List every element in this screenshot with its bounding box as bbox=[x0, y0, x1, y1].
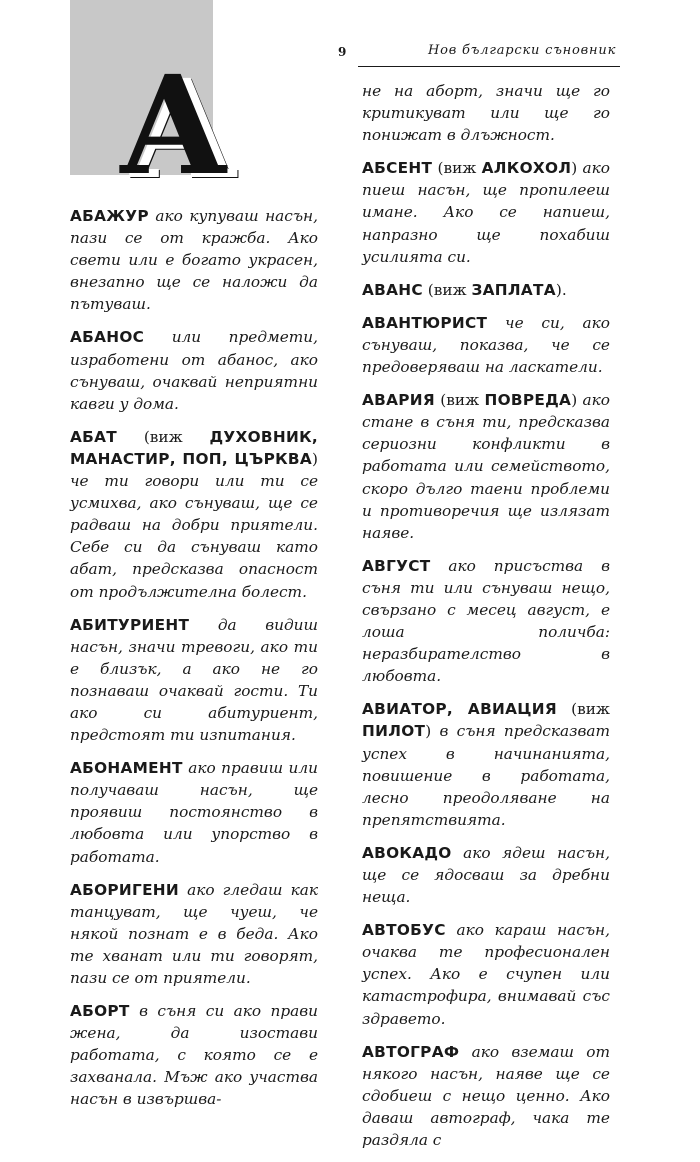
dictionary-entry bbox=[70, 879, 318, 989]
dictionary-entry bbox=[362, 157, 610, 267]
section-letter: А bbox=[118, 46, 229, 206]
dictionary-entry bbox=[70, 426, 318, 603]
entry-headword: АБСЕНТ bbox=[362, 159, 433, 178]
dictionary-entry bbox=[70, 205, 318, 315]
entry-ref-open: (виж bbox=[437, 159, 482, 178]
entry-ref-open: (виж bbox=[427, 280, 472, 299]
entry-ref-keyword: ПОВРЕДА bbox=[484, 391, 572, 410]
dictionary-entry bbox=[362, 312, 610, 378]
entry-text: ако правиш или получаваш насън, ще проявиш постоянство в любовта или упорство в работата. bbox=[70, 759, 318, 866]
entry-text: да видиш насън, значи тревоги, ако ти е близък, а ако не го познаваш очаквай гости. Ти ако си абитуриент, предстоят ти изпитания. bbox=[70, 615, 318, 745]
entry-ref-close: ). bbox=[555, 280, 567, 299]
dictionary-entry bbox=[362, 555, 610, 688]
entry-headword: АБАТ bbox=[70, 427, 117, 446]
entry-headword: АВИАТОР, АВИАЦИЯ bbox=[362, 700, 557, 719]
entry-ref-keyword: АЛКОХОЛ bbox=[481, 159, 572, 178]
entry-text: ако вземаш от някого насън, наяве ще се сдобиеш с нещо ценно. Ако даваш автограф, чака те раздяла с bbox=[362, 1042, 610, 1150]
header-rule bbox=[358, 66, 620, 67]
dictionary-entry bbox=[362, 919, 610, 1029]
entry-headword: АБОРИГЕНИ bbox=[70, 880, 180, 899]
entry-ref-open: (виж bbox=[143, 427, 210, 446]
entry-ref-keyword: ПИЛОТ bbox=[362, 722, 426, 741]
entry-headword: АВТОБУС bbox=[362, 921, 446, 940]
entry-text: ако караш насън, очаква те професионален успех. Ако е счупен или катастрофира, внимавай със здравето. bbox=[362, 921, 610, 1028]
dictionary-entry bbox=[362, 389, 610, 544]
dictionary-entry bbox=[362, 698, 610, 831]
dictionary-entry bbox=[70, 614, 318, 747]
entry-text: че ти говори или ти се усмихва, ако сънуваш, ще се радваш на добри приятели. Себе си да сънуваш като абат, предсказва опасност от продължителна болест. bbox=[70, 472, 318, 601]
page-number: 9 bbox=[338, 45, 347, 59]
entry-ref-keyword: ЗАПЛАТА bbox=[471, 280, 556, 299]
entry-text: ако присъства в съня ти или сънуваш нещо, свързано с месец август, е лоша поличба: неразбирателство в любовта. bbox=[362, 556, 610, 686]
entry-text: че си, ако сънуваш, показва, че се предоверяваш на ласкатели. bbox=[362, 313, 610, 377]
entry-text: ако стане в съня ти, предсказва сериозни конфликти в работата или семейството, скоро дълго таени проблеми и противоречия ще излязат наяве. bbox=[362, 391, 610, 542]
entry-ref-close: ) bbox=[571, 391, 578, 410]
entry-headword: АБОРТ bbox=[70, 1002, 130, 1021]
entry-headword: АВГУСТ bbox=[362, 556, 431, 575]
entry-headword: АВОКАДО bbox=[362, 843, 452, 862]
dictionary-entry bbox=[70, 326, 318, 414]
entry-text: в съня си ако прави жена, да изостави работата, с която се е захванала. Мъж ако участва насън в извършва- bbox=[70, 1002, 318, 1109]
dictionary-entry bbox=[362, 842, 610, 908]
dictionary-entry bbox=[362, 1041, 610, 1151]
entry-ref-open: (виж bbox=[440, 391, 485, 410]
entry-headword: АБИТУРИЕНТ bbox=[70, 615, 190, 634]
entry-text: ако купуваш насън, пази се от кражба. Ако свети или е богато украсен, внезапно ще се наложи да пътуваш. bbox=[70, 207, 318, 314]
entry-text: ако ядеш насън, ще се ядосваш за дребни неща. bbox=[362, 843, 610, 907]
entry-headword: АВАНТЮРИСТ bbox=[362, 313, 488, 332]
dictionary-entry bbox=[70, 1000, 318, 1110]
right-column bbox=[362, 80, 610, 1162]
entry-headword: АБОНАМЕНТ bbox=[70, 759, 183, 778]
entry-text: или предмети, изработени от абанос, ако сънуваш, очаквай неприятни кавги у дома. bbox=[70, 328, 318, 413]
entry-ref-close: ) bbox=[312, 449, 318, 468]
entry-ref-keyword: ДУХОВНИК, МАНАСТИР, ПОП, ЦЪРКВА bbox=[70, 427, 318, 468]
dictionary-entry bbox=[70, 757, 318, 867]
entry-ref-open: (виж bbox=[571, 700, 610, 719]
entry-headword: АВТОГРАФ bbox=[362, 1042, 460, 1061]
entry-text: в съня предсказват успех в начинанията, повишение в работата, лесно преодоляване на препятствията. bbox=[362, 722, 610, 829]
entry-headword: АБАЖУР bbox=[70, 207, 149, 225]
entry-text: не на аборт, значи ще го критикуват или ще го понижат в длъжност. bbox=[362, 82, 610, 145]
entry-ref-close: ) bbox=[425, 722, 432, 741]
entry-headword: АВАРИЯ bbox=[362, 391, 435, 410]
entry-text: ако гледаш как танцуват, ще чуеш, че някой познат е в беда. Ако те хванат или ти говорят, пази се от приятели. bbox=[70, 880, 318, 987]
entry-continuation bbox=[362, 80, 610, 146]
entry-text: ако пиеш насън, ще пропилееш имане. Ако се напиеш, напразно ще похабиш усилията си. bbox=[362, 159, 610, 266]
entry-ref-close: ) bbox=[571, 159, 578, 178]
left-column bbox=[70, 205, 318, 1122]
entry-headword: АВАНС bbox=[362, 280, 423, 299]
dictionary-entry bbox=[362, 279, 610, 301]
running-head: Нов български съновник bbox=[428, 43, 617, 58]
entry-headword: АБАНОС bbox=[70, 328, 145, 347]
